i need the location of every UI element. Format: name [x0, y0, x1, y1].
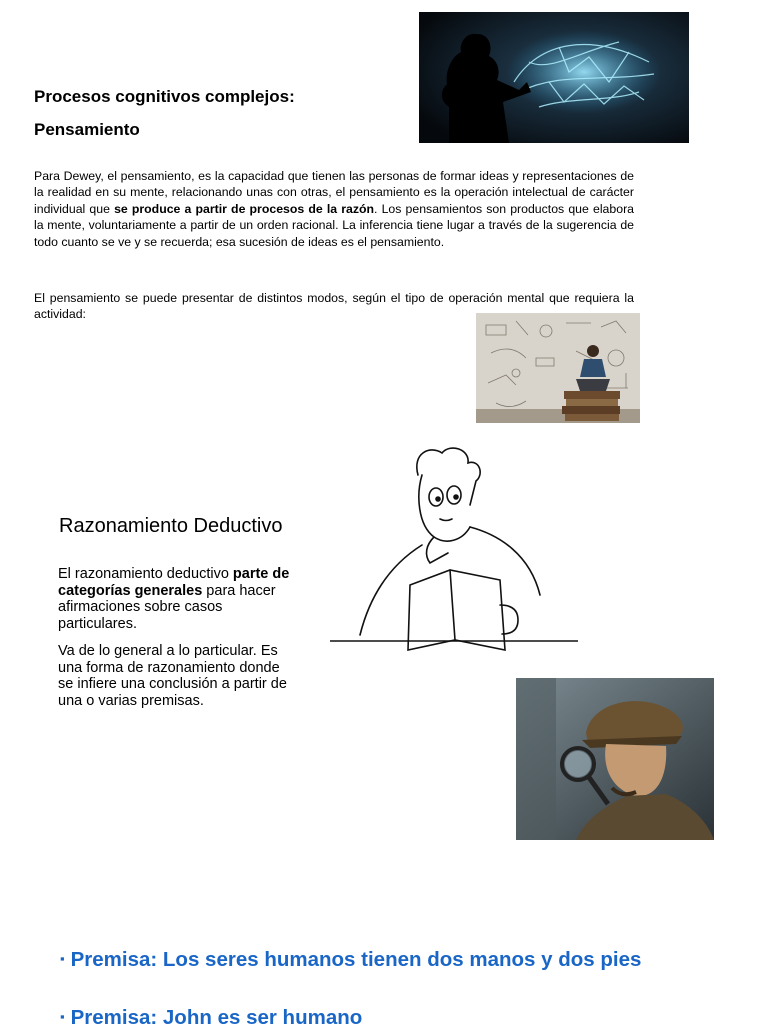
- premise-text: Premisa: Los seres humanos tienen dos manos y dos pies: [70, 948, 642, 971]
- premise-item-1: [60, 948, 641, 972]
- premise-text: Premisa: John es ser humano: [70, 1006, 363, 1029]
- intro-paragraph: [34, 168, 634, 250]
- intro-text-b: . Los pensamientos son productos que elabora la mente, voluntariamente a partir de un orden racional. La inferencia tiene lugar a través de la sugerencia de todo cuanto se ve y se recuerda; esa sucesión de ideas es el pensamiento.: [34, 201, 635, 249]
- intro-text-bold: se produce a partir de procesos de la razón: [114, 201, 375, 216]
- premise-item-2: [60, 1006, 362, 1030]
- page-subtitle: Pensamiento: [34, 120, 140, 139]
- bullet-square-icon: ▪: [60, 951, 65, 966]
- deductive-text-bold: parte de categorías generales: [58, 566, 290, 599]
- brain-silhouette-image: [419, 12, 689, 143]
- deductive-title: Razonamiento Deductivo: [59, 515, 283, 537]
- man-on-books-image: [476, 313, 640, 423]
- deductive-text-b: para hacer afirmaciones sobre casos particulares.: [58, 582, 276, 632]
- page-title: Procesos cognitivos complejos:: [34, 87, 295, 106]
- bullet-square-icon: ▪: [60, 1009, 65, 1024]
- detective-magnifier-image: [516, 678, 714, 840]
- deductive-paragraph-1: [58, 566, 298, 632]
- modes-paragraph: El pensamiento se puede presentar de distintos modos, según el tipo de operación mental que requiera la actividad:: [34, 291, 634, 322]
- deductive-text-a: El razonamiento deductivo: [58, 566, 233, 582]
- deductive-paragraph-2: Va de lo general a lo particular. Es una forma de razonamiento donde se infiere una conclusión a partir de una o varias premisas.: [58, 643, 287, 709]
- thinking-boy-illustration: [330, 445, 578, 660]
- intro-text-a: Para Dewey, el pensamiento, es la capacidad que tienen las personas de formar ideas y representaciones de la realidad en su mente, relacionando unas con otras, el pensamiento es la operación intelectual de carácter individual que: [34, 169, 634, 216]
